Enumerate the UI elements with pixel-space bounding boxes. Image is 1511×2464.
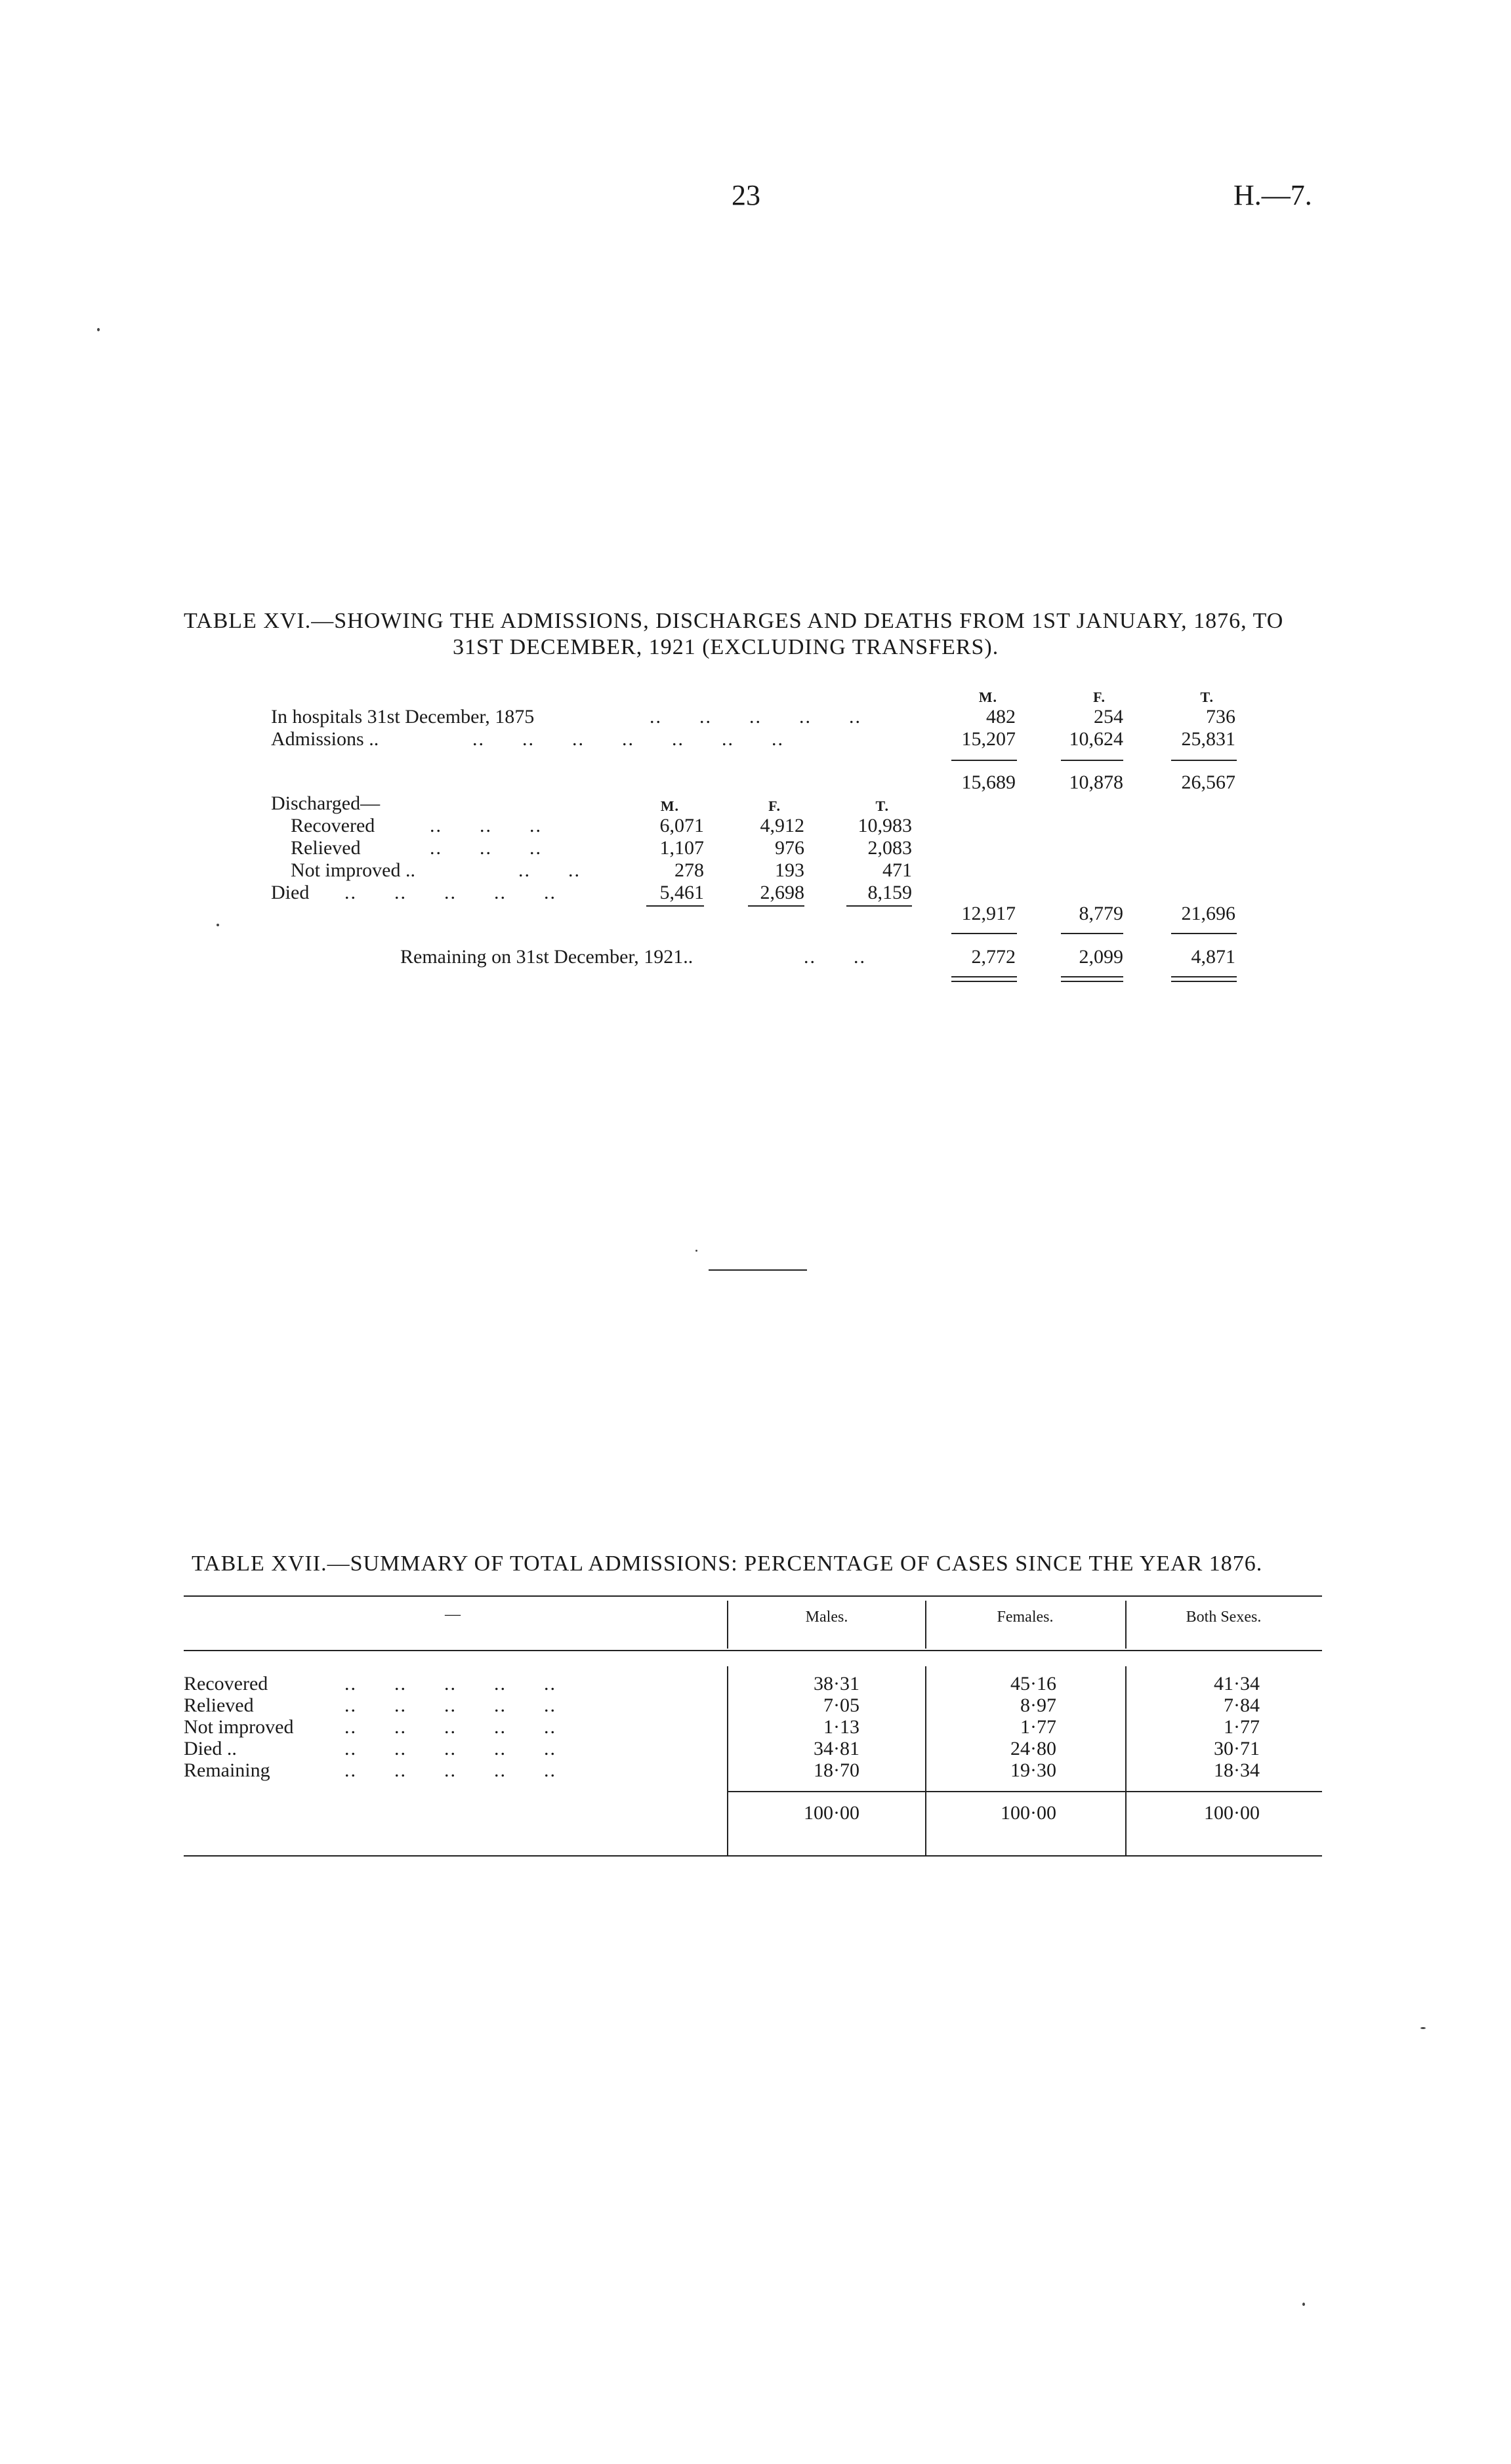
table17-total-rule: [728, 1791, 1322, 1792]
rule-dis-t: [846, 905, 912, 907]
row-label: Not improved: [184, 1716, 294, 1738]
recovered-label: Recovered: [291, 815, 375, 836]
row-value-males: 34·81: [814, 1738, 859, 1759]
died-t: 8,159: [867, 882, 912, 903]
total-both: 100·00: [1204, 1802, 1260, 1824]
not-improved-t: 471: [882, 859, 912, 881]
remaining-m: 2,772: [971, 946, 1016, 968]
subtotal-t: 26,567: [1181, 771, 1235, 793]
row-value-males: 38·31: [814, 1673, 859, 1694]
rule-out-f: [1061, 933, 1123, 934]
in-hospitals-f: 254: [1094, 706, 1123, 728]
header-both-sexes: Both Sexes.: [1186, 1609, 1262, 1626]
row-value-females: 19·30: [1010, 1759, 1056, 1781]
print-speck: [695, 1250, 697, 1252]
admissions-t: 25,831: [1181, 728, 1235, 750]
subtotal-f: 10,878: [1069, 771, 1123, 793]
col-separator: [925, 1666, 926, 1857]
table16-col-f: F.: [1093, 689, 1106, 705]
row-label: Remaining: [184, 1759, 270, 1781]
admissions-label: Admissions ..: [271, 728, 379, 750]
row-value-both: 30·71: [1214, 1738, 1260, 1759]
row-value-both: 41·34: [1214, 1673, 1260, 1694]
row-label: Died ..: [184, 1738, 237, 1759]
recovered-t: 10,983: [858, 815, 912, 836]
table17-top-rule: [184, 1595, 1322, 1597]
leader-dots: .. .. ..: [430, 815, 542, 836]
row-value-males: 7·05: [823, 1694, 859, 1716]
col-separator: [727, 1601, 728, 1649]
not-improved-label: Not improved ..: [291, 859, 415, 881]
table17-stub-header: —: [445, 1606, 461, 1623]
rule-dis-m: [646, 905, 704, 907]
discharged-col-t: T.: [875, 798, 889, 814]
relieved-f: 976: [775, 837, 804, 859]
rule-t: [1171, 760, 1237, 761]
in-hospitals-t: 736: [1206, 706, 1235, 728]
table17-header-rule: [184, 1650, 1322, 1651]
leader-dots: .. ..: [518, 859, 581, 881]
discharged-col-m: M.: [660, 798, 679, 814]
total-out-m: 12,917: [961, 903, 1016, 924]
relieved-t: 2,083: [867, 837, 912, 859]
col-separator: [925, 1601, 926, 1649]
double-rule-m: [951, 976, 1017, 982]
not-improved-f: 193: [775, 859, 804, 881]
table16-col-m: M.: [978, 689, 997, 705]
leader-dots: .. ..: [804, 946, 866, 968]
admissions-m: 15,207: [961, 728, 1016, 750]
page-number: 23: [732, 179, 760, 211]
discharged-col-f: F.: [768, 798, 781, 814]
table16-col-t: T.: [1200, 689, 1214, 705]
print-speck: [217, 924, 219, 926]
row-label: Recovered: [184, 1673, 268, 1694]
col-separator: [727, 1666, 728, 1857]
leader-dots: .. .. .. .. ..: [344, 1716, 556, 1738]
total-males: 100·00: [804, 1802, 859, 1824]
row-value-females: 1·77: [1020, 1716, 1056, 1738]
header-females: Females.: [997, 1609, 1054, 1626]
leader-dots: .. .. .. .. ..: [344, 882, 556, 903]
section-divider: [709, 1269, 807, 1271]
remaining-f: 2,099: [1079, 946, 1123, 968]
in-hospitals-m: 482: [986, 706, 1016, 728]
rule-dis-f: [748, 905, 804, 907]
print-speck: [1302, 2303, 1305, 2306]
col-separator: [1125, 1601, 1127, 1649]
recovered-f: 4,912: [760, 815, 804, 836]
print-speck: [1420, 2027, 1426, 2029]
row-value-both: 7·84: [1224, 1694, 1260, 1716]
admissions-f: 10,624: [1069, 728, 1123, 750]
double-rule-f: [1061, 976, 1123, 982]
died-m: 5,461: [659, 882, 704, 903]
subtotal-m: 15,689: [961, 771, 1016, 793]
died-label: Died: [271, 882, 310, 903]
row-value-both: 18·34: [1214, 1759, 1260, 1781]
table17-bottom-rule: [184, 1855, 1322, 1857]
leader-dots: .. .. ..: [430, 837, 542, 859]
document-reference: H.—7.: [1233, 179, 1312, 211]
leader-dots: .. .. .. .. ..: [650, 706, 861, 728]
died-f: 2,698: [760, 882, 804, 903]
discharged-label: Discharged—: [271, 792, 381, 814]
rule-out-m: [951, 933, 1017, 934]
remaining-label: Remaining on 31st December, 1921..: [400, 946, 693, 968]
total-females: 100·00: [1001, 1802, 1056, 1824]
not-improved-m: 278: [674, 859, 704, 881]
table17-title: TABLE XVII.—SUMMARY OF TOTAL ADMISSIONS: PERCENTAGE OF CASES SINCE THE YEAR 1876.: [192, 1551, 1263, 1576]
in-hospitals-label: In hospitals 31st December, 1875: [271, 706, 535, 728]
rule-m: [951, 760, 1017, 761]
relieved-label: Relieved: [291, 837, 361, 859]
relieved-m: 1,107: [659, 837, 704, 859]
print-speck: [97, 328, 100, 331]
total-out-f: 8,779: [1079, 903, 1123, 924]
header-males: Males.: [805, 1609, 848, 1626]
col-separator: [1125, 1666, 1127, 1857]
rule-out-t: [1171, 933, 1237, 934]
total-out-t: 21,696: [1181, 903, 1235, 924]
rule-f: [1061, 760, 1123, 761]
leader-dots: .. .. .. .. ..: [344, 1759, 556, 1781]
double-rule-t: [1171, 976, 1237, 982]
leader-dots: .. .. .. .. ..: [344, 1738, 556, 1759]
row-value-males: 1·13: [823, 1716, 859, 1738]
row-label: Relieved: [184, 1694, 254, 1716]
leader-dots: .. .. .. .. ..: [344, 1673, 556, 1694]
row-value-females: 45·16: [1010, 1673, 1056, 1694]
recovered-m: 6,071: [659, 815, 704, 836]
row-value-both: 1·77: [1224, 1716, 1260, 1738]
row-value-females: 24·80: [1010, 1738, 1056, 1759]
table16-title-line1: TABLE XVI.—SHOWING THE ADMISSIONS, DISCHARGES AND DEATHS FROM 1ST JANUARY, 1876, TO: [184, 609, 1284, 633]
row-value-females: 8·97: [1020, 1694, 1056, 1716]
table16-title-line2: 31ST DECEMBER, 1921 (EXCLUDING TRANSFERS).: [453, 635, 999, 659]
leader-dots: .. .. .. .. .. .. ..: [472, 728, 784, 750]
remaining-t: 4,871: [1191, 946, 1235, 968]
leader-dots: .. .. .. .. ..: [344, 1694, 556, 1716]
row-value-males: 18·70: [814, 1759, 859, 1781]
